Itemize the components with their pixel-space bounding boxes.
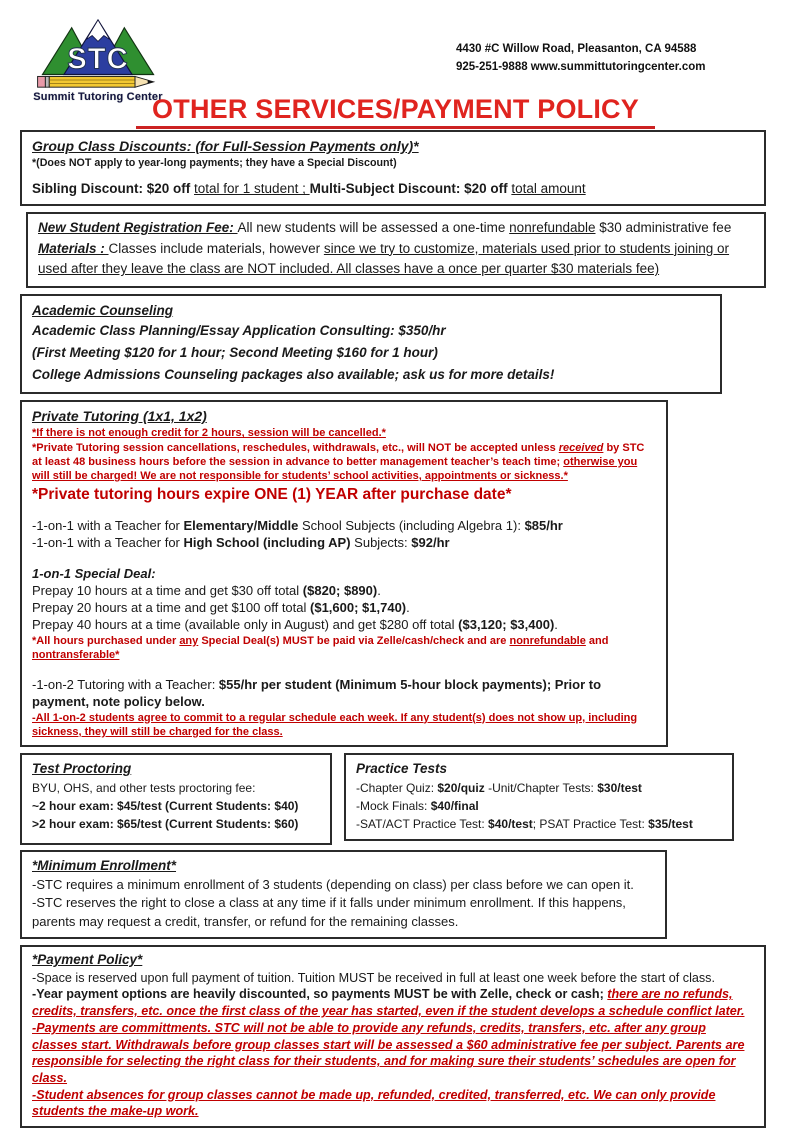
practice-tests-heading: Practice Tests <box>356 761 448 777</box>
group-discounts-note: *(Does NOT apply to year-long payments; they have a Special Discount) <box>32 157 397 170</box>
mock-finals-line: -Mock Finals: $40/final <box>356 798 479 813</box>
private-tutoring-box <box>20 400 668 747</box>
address-line: 4430 #C Willow Road, Pleasanton, CA 94588 <box>456 43 697 55</box>
academic-counseling-heading: Academic Counseling <box>32 302 174 318</box>
cancellation-policy-line: *Private Tutoring session cancellations, reschedules, withdrawals, etc., will NOT be accepted unless received by STC at least 48 business hours before the session in advance to better management teacher’s teach time; otherwise you will still be charged! We are not responsible for students’ school activities, appointments or sickness.* <box>32 441 645 483</box>
materials-line: Materials : Classes include materials, however since we try to customize, materials used prior to students joining or used after they leave the class are NOT included. All classes have a once per quarter $30 materials fee) <box>38 240 730 277</box>
academic-counseling-box <box>20 294 722 394</box>
exam-over-2hr-line: >2 hour exam: $65/test (Current Students: $60) <box>32 816 299 831</box>
group-discounts-box <box>20 130 766 206</box>
min-enrollment-line: -STC requires a minimum enrollment of 3 students (depending on class) per class before we can open it. <box>32 876 634 892</box>
minimum-enrollment-box <box>20 850 667 939</box>
one-on-two-note-line: -All 1-on-2 students agree to commit to a regular schedule each week. If any student(s) does not show up, including sickness, they will still be charged for the class. <box>32 711 638 738</box>
policy-sections <box>20 130 771 1134</box>
sat-psat-line: -SAT/ACT Practice Test: $40/test; PSAT Practice Test: $35/test <box>356 816 693 831</box>
practice-tests-box <box>344 753 734 841</box>
payment-policy-heading: *Payment Policy* <box>32 952 143 968</box>
rate-highschool-line: -1-on-1 with a Teacher for High School (including AP) Subjects: $92/hr <box>32 534 450 550</box>
group-discounts-heading: Group Class Discounts: (for Full-Session Payments only)* <box>32 138 419 154</box>
special-deal-heading: 1-on-1 Special Deal: <box>32 565 156 581</box>
proctoring-practice-row <box>20 753 771 845</box>
proctoring-fee-line: BYU, OHS, and other tests proctoring fee: <box>32 780 256 795</box>
logo-caption: Summit Tutoring Center <box>33 91 163 103</box>
payment-policy-box <box>20 945 766 1128</box>
logo-stc-text: STC <box>67 43 129 76</box>
deal-40-hours-line: Prepay 40 hours at a time (available only in August) and get $280 off total ($3,120; $3,400). <box>32 617 558 633</box>
credit-warning-line: *If there is not enough credit for 2 hours, session will be cancelled.* <box>32 427 386 440</box>
deal-10-hours-line: Prepay 10 hours at a time and get $30 off total ($820; $890). <box>32 583 381 599</box>
sibling-multisubject-discount-line: Sibling Discount: $20 off total for 1 student ; Multi-Subject Discount: $20 off total amount <box>32 181 586 197</box>
registration-materials-box <box>26 212 766 288</box>
hours-expiry-line: *Private tutoring hours expire ONE (1) YEAR after purchase date* <box>32 486 512 504</box>
chapter-quiz-line: -Chapter Quiz: $20/quiz -Unit/Chapter Tests: $30/test <box>356 780 642 795</box>
commitments-line: -Payments are committments. STC will not be able to provide any refunds, credits, transfers, etc. after any group classes start. Withdrawals before group classes start will be assessed a $60 administrative fee per subject. Parents are responsible for selecting the right class for their students, and for making sure their students’ schedules are open for class. <box>32 1020 745 1085</box>
deal-20-hours-line: Prepay 20 hours at a time and get $100 off total ($1,600; $1,740). <box>32 600 410 616</box>
registration-fee-line: New Student Registration Fee: All new students will be assessed a one-time nonrefundable $30 administrative fee <box>38 220 732 236</box>
contact-info <box>456 40 705 77</box>
deal-payment-note-line: *All hours purchased under any Special Deal(s) MUST be paid via Zelle/cash/check and are nonrefundable and nontransferable* <box>32 634 609 661</box>
one-on-two-rate-line: -1-on-2 Tutoring with a Teacher: $55/hr per student (Minimum 5-hour block payments); Prior to payment, note policy below. <box>32 677 602 710</box>
minimum-enrollment-heading: *Minimum Enrollment* <box>32 858 177 874</box>
rate-elementary-line: -1-on-1 with a Teacher for Elementary/Middle School Subjects (including Algebra 1): $85/hr <box>32 517 563 533</box>
counseling-packages-line: College Admissions Counseling packages also available; ask us for more details! <box>32 367 555 383</box>
test-proctoring-heading: Test Proctoring <box>32 761 132 777</box>
page-title: OTHER SERVICES/PAYMENT POLICY <box>136 94 655 129</box>
counseling-meetings-line: (First Meeting $120 for 1 hour; Second Meeting $160 for 1 hour) <box>32 345 438 361</box>
counseling-rate-line: Academic Class Planning/Essay Application Consulting: $350/hr <box>32 323 446 339</box>
title-row <box>0 94 791 129</box>
test-proctoring-box <box>20 753 332 845</box>
year-payment-line: -Year payment options are heavily discounted, so payments MUST be with Zelle, check or cash; there are no refunds, credits, transfers, etc. once the first class of the year has started, even if the student develops a schedule conflict later. <box>32 987 745 1019</box>
private-tutoring-heading: Private Tutoring (1x1, 1x2) <box>32 407 207 424</box>
close-class-line: -STC reserves the right to close a class at any time if it falls under minimum enrollment. If this happens, parents may request a credit, transfer, or refund for the remaining classes. <box>32 895 626 929</box>
absences-line: -Student absences for group classes cannot be made up, refunded, credited, transferred, etc. We can only provide students the make-up work. <box>32 1087 716 1119</box>
space-reserved-line: -Space is reserved upon full payment of tuition. Tuition MUST be received in full at least one week before the start of class. <box>32 970 715 985</box>
stc-logo <box>32 18 164 103</box>
exam-2hr-line: ~2 hour exam: $45/test (Current Students: $40) <box>32 798 299 813</box>
logo-mountains-pencil-icon <box>34 18 162 94</box>
phone-website-line: 925-251-9888 www.summittutoringcenter.com <box>456 61 706 74</box>
